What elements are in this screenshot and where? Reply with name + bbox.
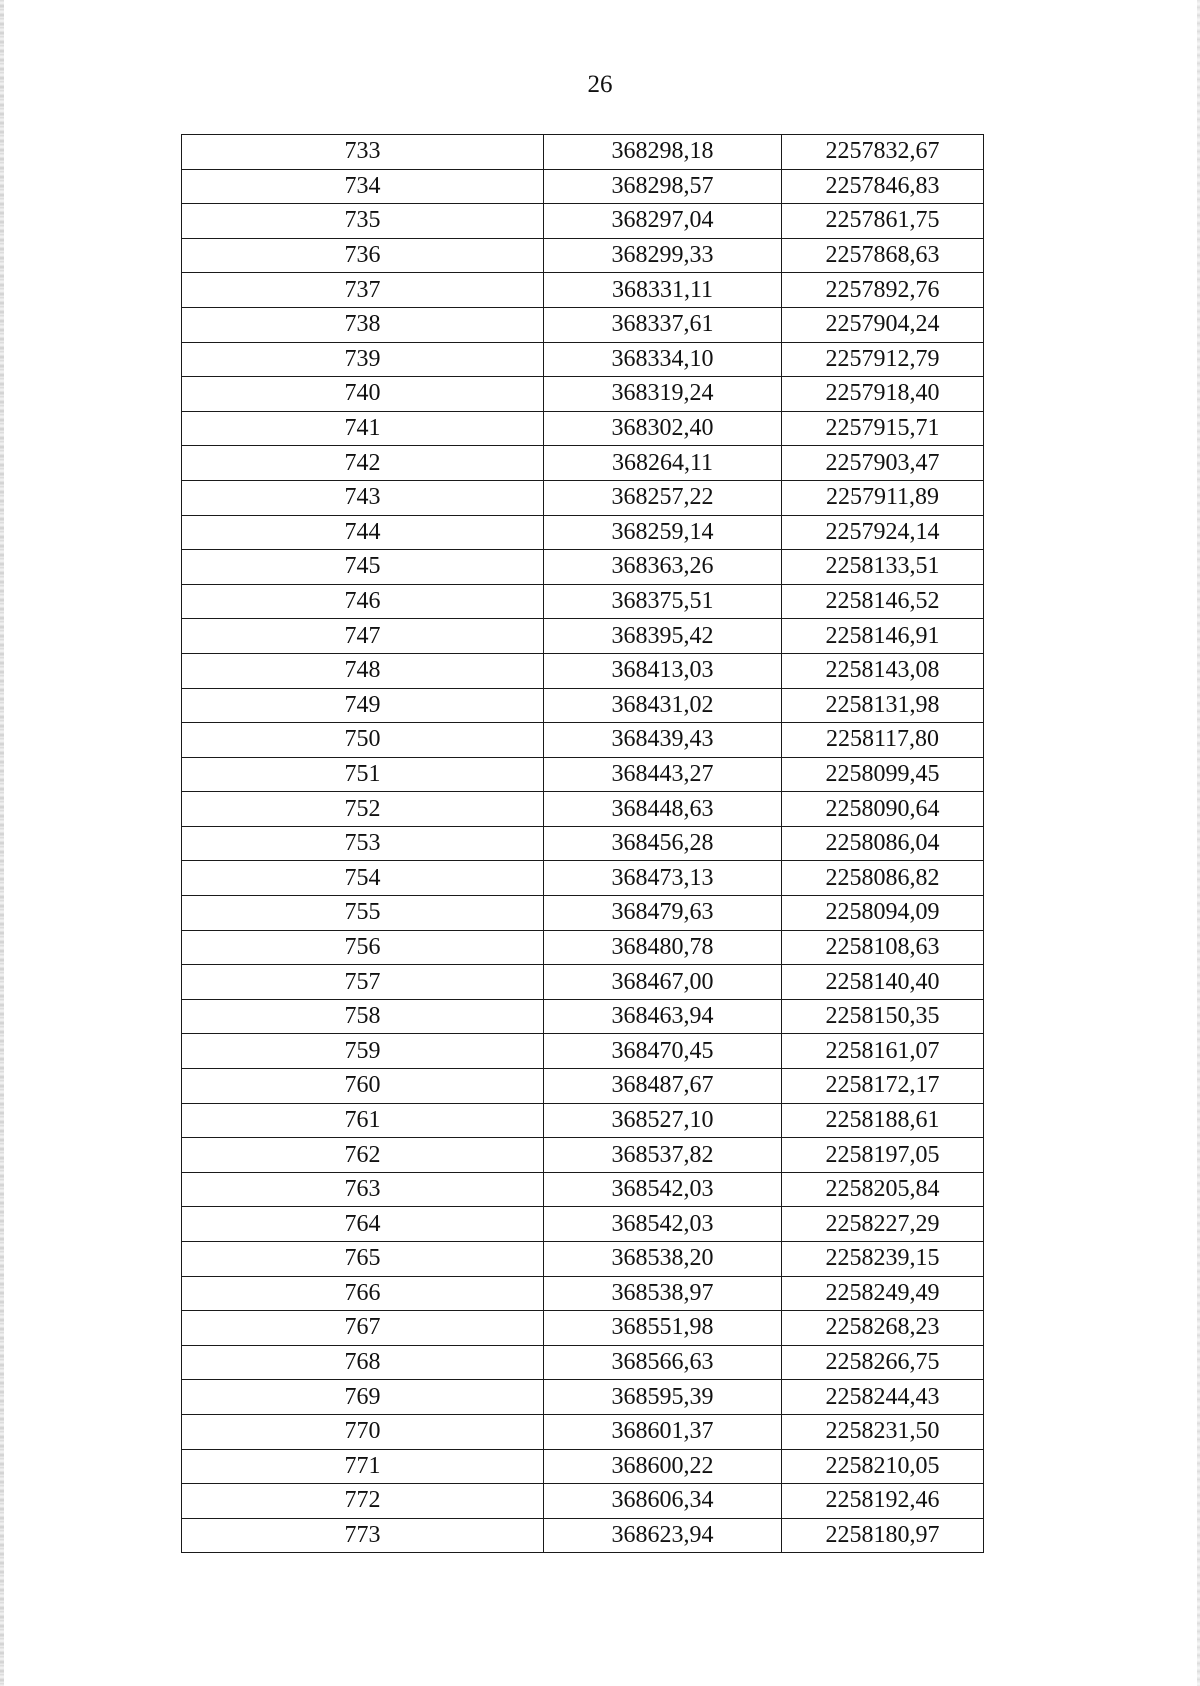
- table-row: [182, 826, 984, 861]
- table-row: [182, 307, 984, 342]
- point-number-cell: 754: [182, 861, 544, 896]
- x-coordinate-cell: 368537,82: [544, 1138, 782, 1173]
- y-coordinate-cell: 2257911,89: [782, 480, 984, 515]
- point-number-cell: 765: [182, 1242, 544, 1277]
- y-coordinate-cell: 2257915,71: [782, 411, 984, 446]
- y-coordinate-cell: 2258099,45: [782, 757, 984, 792]
- point-number-cell: 761: [182, 1103, 544, 1138]
- x-coordinate-cell: 368298,57: [544, 169, 782, 204]
- x-coordinate-cell: 368448,63: [544, 792, 782, 827]
- point-number-cell: 758: [182, 999, 544, 1034]
- x-coordinate-cell: 368302,40: [544, 411, 782, 446]
- y-coordinate-cell: 2257868,63: [782, 238, 984, 273]
- table-row: [182, 723, 984, 758]
- table-row: [182, 653, 984, 688]
- table-row: [182, 550, 984, 585]
- x-coordinate-cell: 368606,34: [544, 1484, 782, 1519]
- x-coordinate-cell: 368395,42: [544, 619, 782, 654]
- table-row: [182, 999, 984, 1034]
- y-coordinate-cell: 2258244,43: [782, 1380, 984, 1415]
- point-number-cell: 751: [182, 757, 544, 792]
- y-coordinate-cell: 2258146,52: [782, 584, 984, 619]
- point-number-cell: 770: [182, 1414, 544, 1449]
- y-coordinate-cell: 2258108,63: [782, 930, 984, 965]
- y-coordinate-cell: 2257892,76: [782, 273, 984, 308]
- point-number-cell: 768: [182, 1345, 544, 1380]
- x-coordinate-cell: 368470,45: [544, 1034, 782, 1069]
- y-coordinate-cell: 2258180,97: [782, 1518, 984, 1553]
- y-coordinate-cell: 2258227,29: [782, 1207, 984, 1242]
- y-coordinate-cell: 2258094,09: [782, 896, 984, 931]
- y-coordinate-cell: 2258090,64: [782, 792, 984, 827]
- page-number: 26: [587, 71, 613, 98]
- point-number-cell: 743: [182, 480, 544, 515]
- x-coordinate-cell: 368259,14: [544, 515, 782, 550]
- x-coordinate-cell: 368527,10: [544, 1103, 782, 1138]
- x-coordinate-cell: 368363,26: [544, 550, 782, 585]
- point-number-cell: 766: [182, 1276, 544, 1311]
- x-coordinate-cell: 368566,63: [544, 1345, 782, 1380]
- table-row: [182, 619, 984, 654]
- y-coordinate-cell: 2257846,83: [782, 169, 984, 204]
- y-coordinate-cell: 2258146,91: [782, 619, 984, 654]
- x-coordinate-cell: 368299,33: [544, 238, 782, 273]
- y-coordinate-cell: 2258231,50: [782, 1414, 984, 1449]
- x-coordinate-cell: 368463,94: [544, 999, 782, 1034]
- y-coordinate-cell: 2258197,05: [782, 1138, 984, 1173]
- y-coordinate-cell: 2258133,51: [782, 550, 984, 585]
- point-number-cell: 771: [182, 1449, 544, 1484]
- point-number-cell: 755: [182, 896, 544, 931]
- point-number-cell: 734: [182, 169, 544, 204]
- x-coordinate-cell: 368595,39: [544, 1380, 782, 1415]
- point-number-cell: 744: [182, 515, 544, 550]
- y-coordinate-cell: 2258143,08: [782, 653, 984, 688]
- table-row: [182, 1207, 984, 1242]
- point-number-cell: 750: [182, 723, 544, 758]
- point-number-cell: 753: [182, 826, 544, 861]
- table-row: [182, 584, 984, 619]
- table-row: [182, 204, 984, 239]
- y-coordinate-cell: 2258131,98: [782, 688, 984, 723]
- point-number-cell: 752: [182, 792, 544, 827]
- table-row: [182, 861, 984, 896]
- x-coordinate-cell: 368473,13: [544, 861, 782, 896]
- y-coordinate-cell: 2258192,46: [782, 1484, 984, 1519]
- point-number-cell: 746: [182, 584, 544, 619]
- table-row: [182, 1276, 984, 1311]
- y-coordinate-cell: 2257861,75: [782, 204, 984, 239]
- point-number-cell: 759: [182, 1034, 544, 1069]
- table-row: [182, 1172, 984, 1207]
- point-number-cell: 762: [182, 1138, 544, 1173]
- x-coordinate-cell: 368297,04: [544, 204, 782, 239]
- x-coordinate-cell: 368623,94: [544, 1518, 782, 1553]
- table-row: [182, 169, 984, 204]
- table-row: [182, 446, 984, 481]
- y-coordinate-cell: 2257924,14: [782, 515, 984, 550]
- table-row: [182, 930, 984, 965]
- y-coordinate-cell: 2257912,79: [782, 342, 984, 377]
- y-coordinate-cell: 2258161,07: [782, 1034, 984, 1069]
- x-coordinate-cell: 368413,03: [544, 653, 782, 688]
- table-row: [182, 1034, 984, 1069]
- x-coordinate-cell: 368337,61: [544, 307, 782, 342]
- table-row: [182, 515, 984, 550]
- x-coordinate-cell: 368479,63: [544, 896, 782, 931]
- table-row: [182, 757, 984, 792]
- table-row: [182, 1311, 984, 1346]
- point-number-cell: 738: [182, 307, 544, 342]
- table-row: [182, 1345, 984, 1380]
- x-coordinate-cell: 368334,10: [544, 342, 782, 377]
- table-row: [182, 688, 984, 723]
- point-number-cell: 756: [182, 930, 544, 965]
- point-number-cell: 736: [182, 238, 544, 273]
- point-number-cell: 767: [182, 1311, 544, 1346]
- point-number-cell: 763: [182, 1172, 544, 1207]
- y-coordinate-cell: 2258188,61: [782, 1103, 984, 1138]
- x-coordinate-cell: 368467,00: [544, 965, 782, 1000]
- table-row: [182, 1242, 984, 1277]
- x-coordinate-cell: 368456,28: [544, 826, 782, 861]
- x-coordinate-cell: 368487,67: [544, 1069, 782, 1104]
- table-row: [182, 480, 984, 515]
- table-row: [182, 1518, 984, 1553]
- y-coordinate-cell: 2258086,82: [782, 861, 984, 896]
- y-coordinate-cell: 2258140,40: [782, 965, 984, 1000]
- x-coordinate-cell: 368542,03: [544, 1172, 782, 1207]
- x-coordinate-cell: 368443,27: [544, 757, 782, 792]
- table-row: [182, 377, 984, 412]
- y-coordinate-cell: 2257832,67: [782, 135, 984, 170]
- x-coordinate-cell: 368264,11: [544, 446, 782, 481]
- point-number-cell: 749: [182, 688, 544, 723]
- x-coordinate-cell: 368298,18: [544, 135, 782, 170]
- point-number-cell: 733: [182, 135, 544, 170]
- coordinates-table: [181, 134, 984, 1553]
- point-number-cell: 772: [182, 1484, 544, 1519]
- x-coordinate-cell: 368542,03: [544, 1207, 782, 1242]
- x-coordinate-cell: 368601,37: [544, 1414, 782, 1449]
- y-coordinate-cell: 2258172,17: [782, 1069, 984, 1104]
- y-coordinate-cell: 2258086,04: [782, 826, 984, 861]
- x-coordinate-cell: 368331,11: [544, 273, 782, 308]
- x-coordinate-cell: 368480,78: [544, 930, 782, 965]
- table-row: [182, 792, 984, 827]
- point-number-cell: 764: [182, 1207, 544, 1242]
- table-row: [182, 273, 984, 308]
- table-row: [182, 1414, 984, 1449]
- table-row: [182, 1449, 984, 1484]
- point-number-cell: 748: [182, 653, 544, 688]
- point-number-cell: 739: [182, 342, 544, 377]
- table-row: [182, 1138, 984, 1173]
- x-coordinate-cell: 368551,98: [544, 1311, 782, 1346]
- x-coordinate-cell: 368257,22: [544, 480, 782, 515]
- point-number-cell: 773: [182, 1518, 544, 1553]
- point-number-cell: 741: [182, 411, 544, 446]
- x-coordinate-cell: 368375,51: [544, 584, 782, 619]
- y-coordinate-cell: 2258150,35: [782, 999, 984, 1034]
- x-coordinate-cell: 368600,22: [544, 1449, 782, 1484]
- point-number-cell: 742: [182, 446, 544, 481]
- y-coordinate-cell: 2258210,05: [782, 1449, 984, 1484]
- y-coordinate-cell: 2257904,24: [782, 307, 984, 342]
- x-coordinate-cell: 368538,20: [544, 1242, 782, 1277]
- y-coordinate-cell: 2258249,49: [782, 1276, 984, 1311]
- point-number-cell: 745: [182, 550, 544, 585]
- x-coordinate-cell: 368431,02: [544, 688, 782, 723]
- scan-edge-left: [0, 0, 4, 1686]
- table-row: [182, 411, 984, 446]
- x-coordinate-cell: 368319,24: [544, 377, 782, 412]
- y-coordinate-cell: 2257903,47: [782, 446, 984, 481]
- table-row: [182, 1069, 984, 1104]
- point-number-cell: 735: [182, 204, 544, 239]
- table-row: [182, 1103, 984, 1138]
- table-row: [182, 1380, 984, 1415]
- point-number-cell: 760: [182, 1069, 544, 1104]
- point-number-cell: 737: [182, 273, 544, 308]
- x-coordinate-cell: 368538,97: [544, 1276, 782, 1311]
- point-number-cell: 769: [182, 1380, 544, 1415]
- y-coordinate-cell: 2258266,75: [782, 1345, 984, 1380]
- x-coordinate-cell: 368439,43: [544, 723, 782, 758]
- point-number-cell: 757: [182, 965, 544, 1000]
- y-coordinate-cell: 2258239,15: [782, 1242, 984, 1277]
- table-row: [182, 1484, 984, 1519]
- table-row: [182, 342, 984, 377]
- point-number-cell: 747: [182, 619, 544, 654]
- point-number-cell: 740: [182, 377, 544, 412]
- y-coordinate-cell: 2258117,80: [782, 723, 984, 758]
- table-row: [182, 135, 984, 170]
- y-coordinate-cell: 2258268,23: [782, 1311, 984, 1346]
- coordinates-table-body: [182, 135, 984, 1553]
- table-row: [182, 238, 984, 273]
- y-coordinate-cell: 2257918,40: [782, 377, 984, 412]
- table-row: [182, 965, 984, 1000]
- table-row: [182, 896, 984, 931]
- y-coordinate-cell: 2258205,84: [782, 1172, 984, 1207]
